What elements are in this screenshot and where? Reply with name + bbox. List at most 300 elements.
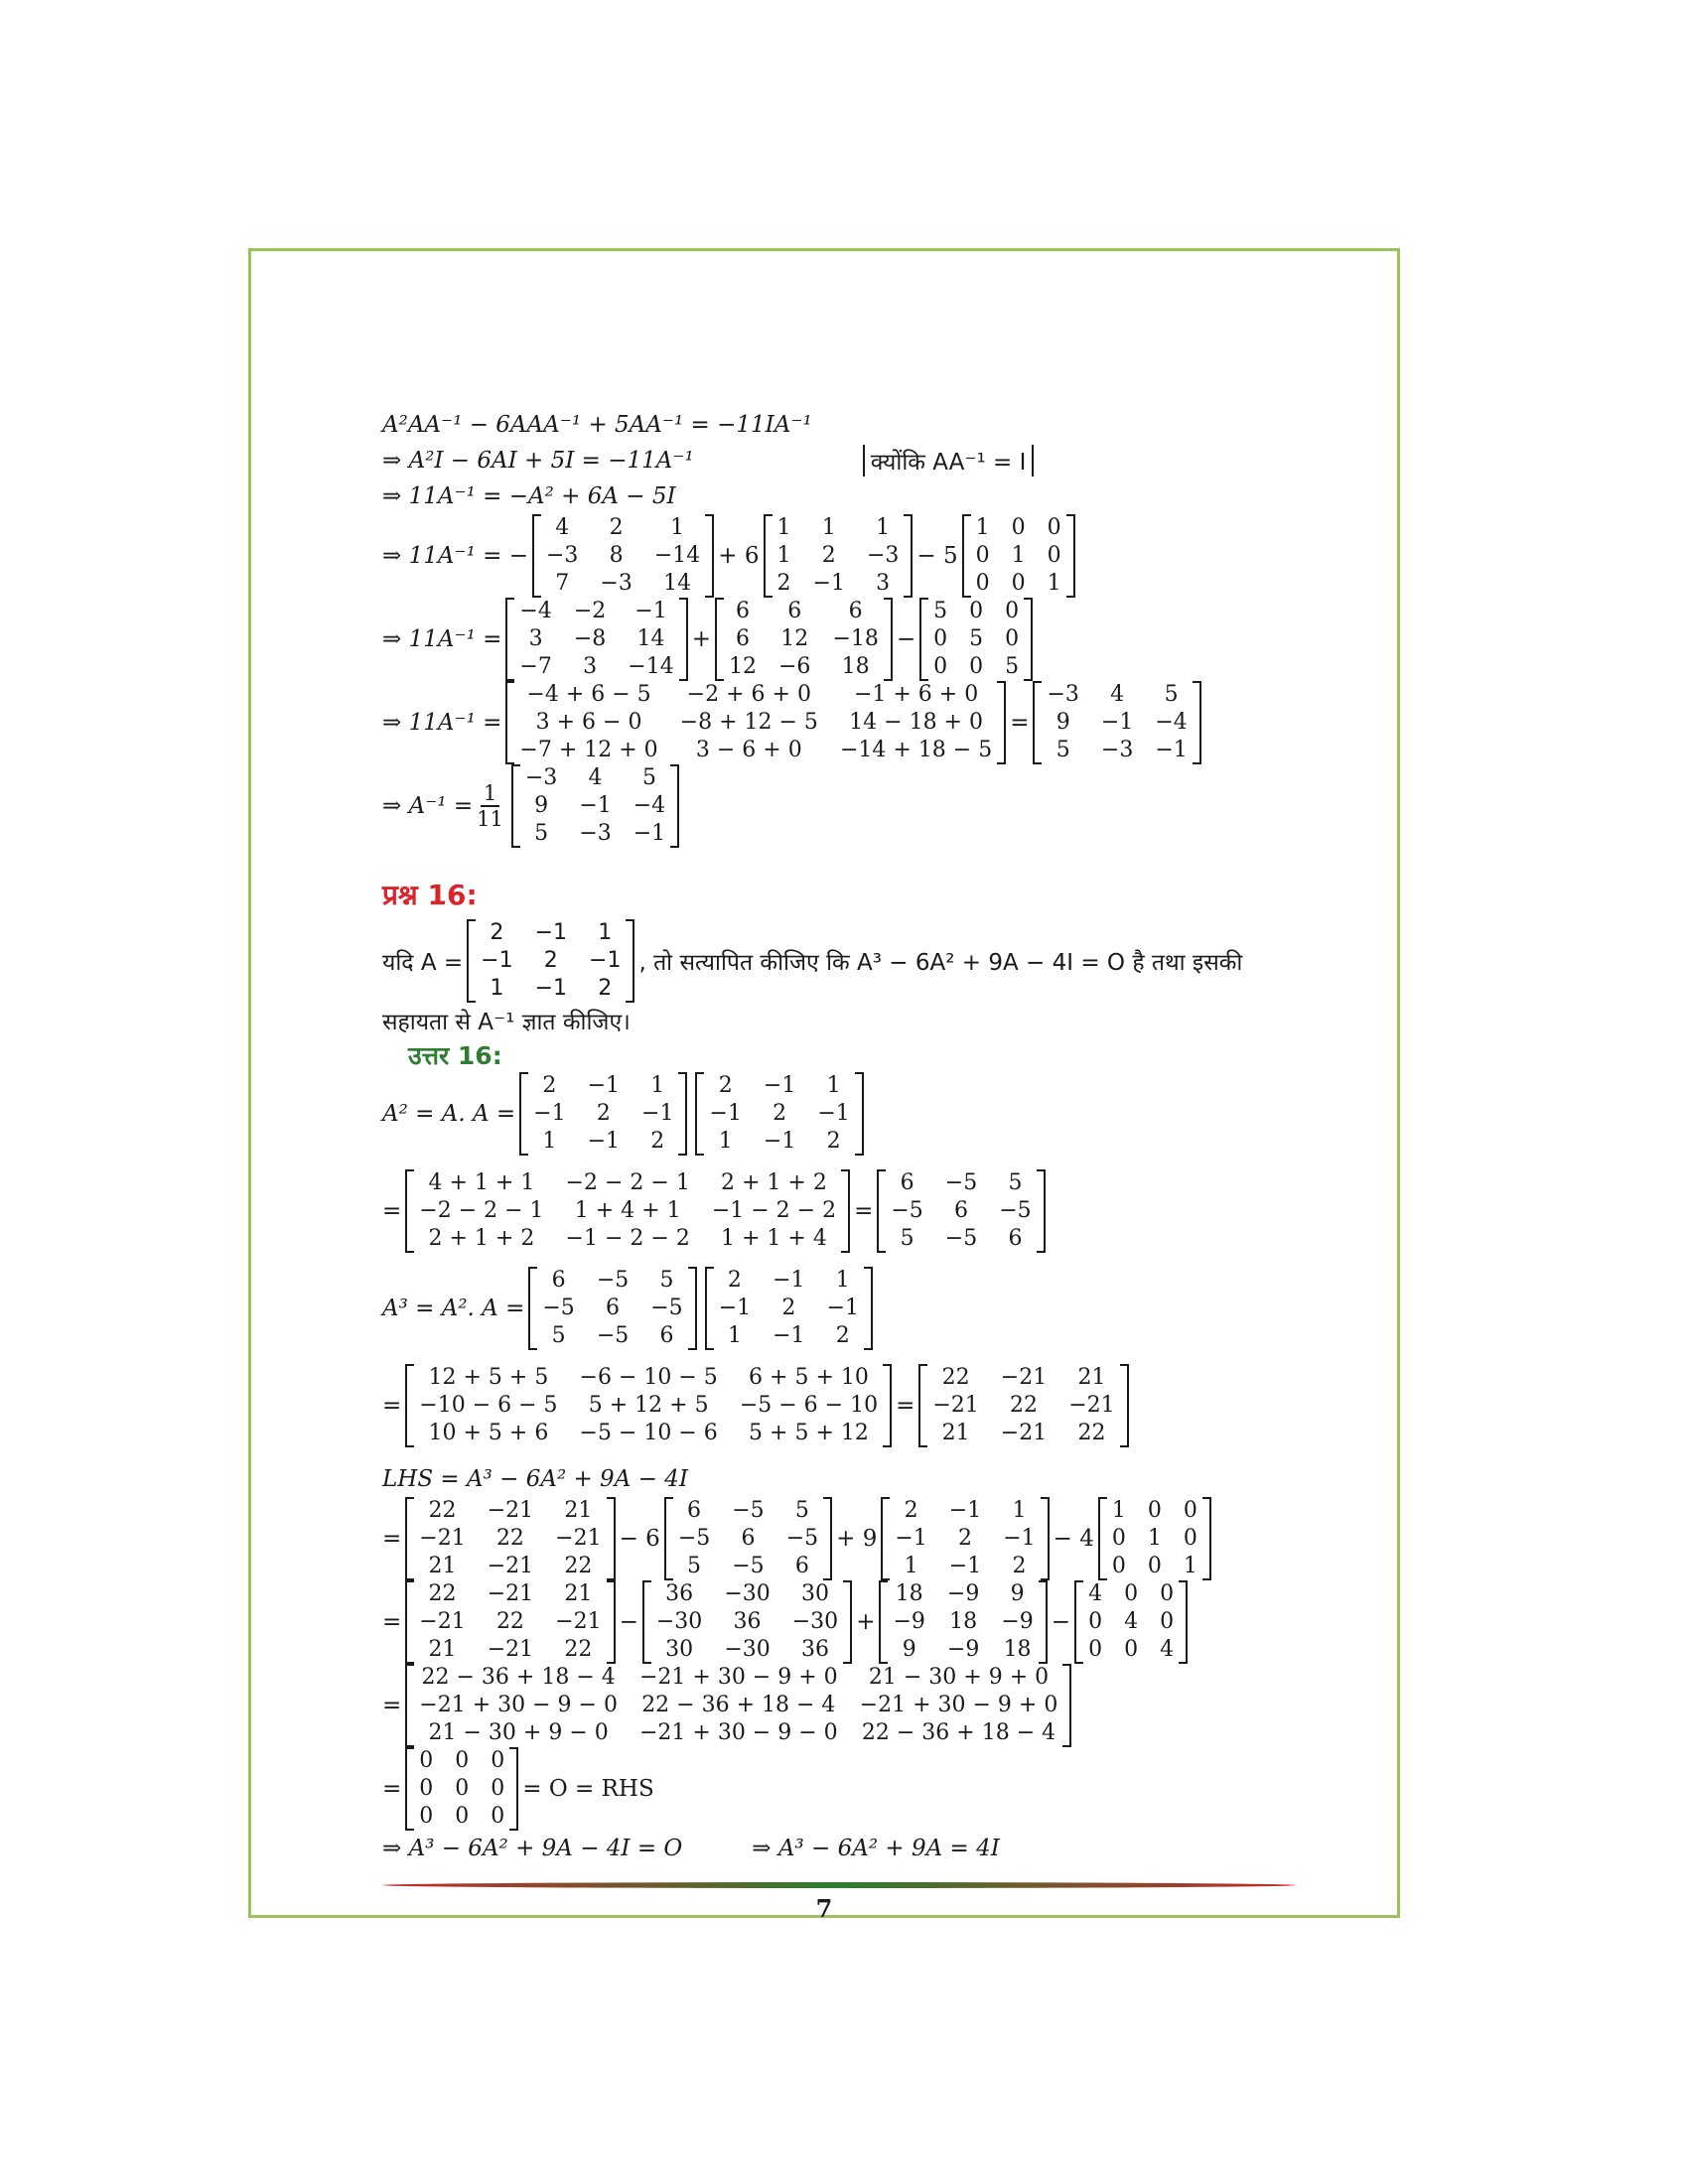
matrix-cell: 36 xyxy=(733,1609,762,1634)
matrix-grid xyxy=(773,514,905,598)
matrix-cell: 22 xyxy=(564,1637,593,1662)
left-bracket xyxy=(877,1169,886,1253)
matrix-cell: 2 xyxy=(598,976,613,1001)
question-text-post: , तो सत्यापित कीजिए कि A³ − 6A² + 9A − 4I = O है तथा इसकी xyxy=(638,950,1243,976)
matrix-cell: 6 xyxy=(741,1526,756,1551)
left-bracket xyxy=(467,919,476,1003)
matrix-cell: 21 xyxy=(941,1421,970,1445)
matrix-cell: 3 xyxy=(528,626,543,651)
matrix-cell: 2 xyxy=(781,1296,796,1320)
matrix-cell: 5 xyxy=(900,1226,914,1251)
matrix-cell: 0 xyxy=(1011,571,1026,596)
matrix-grid xyxy=(476,919,626,1003)
matrix-cell: 6 xyxy=(659,1323,674,1348)
matrix-cell: −1 xyxy=(589,948,622,973)
matrix-cell: 36 xyxy=(665,1581,694,1606)
matrix-cell: 5 xyxy=(687,1554,702,1578)
matrix-cell: 4 xyxy=(1160,1637,1175,1662)
operator: = xyxy=(382,1776,402,1802)
matrix-cell: 1 xyxy=(1147,1526,1162,1551)
eq-line-7 xyxy=(382,764,1336,848)
matrix-cell: −4 xyxy=(1155,710,1188,735)
right-bracket xyxy=(1179,1580,1188,1664)
matrix-cell: 0 xyxy=(969,654,984,679)
matrix-cell: 9 xyxy=(534,793,549,818)
final-result-2: ⇒ A³ − 6A² + 9A = 4I xyxy=(752,1836,1000,1861)
matrix-cell: −14 xyxy=(653,543,701,568)
matrix-cell: −14 xyxy=(628,654,674,679)
a3-expand-line xyxy=(382,1364,1336,1447)
question-16-text-2: सहायता से A⁻¹ ज्ञात कीजिए। xyxy=(382,1010,631,1035)
matrix-cell: −9 xyxy=(946,1637,980,1662)
matrix xyxy=(511,764,679,848)
matrix-cell: −5 xyxy=(944,1170,978,1195)
operator: + 9 xyxy=(836,1526,878,1552)
matrix xyxy=(405,1664,1071,1747)
left-bracket xyxy=(879,1580,888,1664)
eq-line-4 xyxy=(382,514,1336,598)
matrix-cell: 6 xyxy=(954,1198,969,1223)
matrix-cell: −1 xyxy=(633,821,666,846)
matrix-cell: −3 xyxy=(545,543,579,568)
matrix-cell: −6 − 10 − 5 xyxy=(579,1365,718,1390)
matrix-cell: 1 xyxy=(598,920,613,945)
matrix-cell: −21 xyxy=(1068,1393,1115,1418)
matrix-cell: 5 xyxy=(1164,682,1179,707)
matrix-cell: 5 xyxy=(1055,738,1070,762)
matrix-cell: 1 xyxy=(821,515,836,540)
matrix-cell: −18 xyxy=(832,626,879,651)
matrix-cell: 2 xyxy=(958,1526,972,1551)
matrix-cell: −5 xyxy=(732,1554,765,1578)
matrix-cell: −2 − 2 − 1 xyxy=(565,1170,690,1195)
eq-line-7-lhs: ⇒ A⁻¹ = xyxy=(382,793,474,819)
matrix-cell: −5 xyxy=(542,1296,575,1320)
matrix xyxy=(715,598,893,681)
matrix-cell: −8 xyxy=(573,626,607,651)
matrix xyxy=(642,1580,852,1664)
matrix-cell: 1 xyxy=(542,1129,557,1154)
matrix-cell: 1 xyxy=(490,976,504,1001)
matrix-cell: 5 xyxy=(641,765,656,790)
matrix-cell: −1 xyxy=(826,1296,859,1320)
matrix-cell: 22 xyxy=(1077,1421,1106,1445)
matrix-cell: −9 xyxy=(946,1581,980,1606)
matrix-grid xyxy=(971,514,1066,598)
left-bracket xyxy=(764,514,773,598)
page-number: 7 xyxy=(815,1894,833,1923)
matrix-cell: 3 − 6 + 0 xyxy=(695,738,802,762)
left-bracket xyxy=(1098,1497,1107,1580)
matrix xyxy=(879,1580,1047,1664)
matrix-cell: 2 xyxy=(650,1129,665,1154)
matrix-cell: 2 xyxy=(543,948,558,973)
matrix xyxy=(881,1497,1049,1580)
matrix-cell: 0 xyxy=(1147,1554,1162,1578)
matrix-cell: −7 xyxy=(519,654,552,679)
left-bracket xyxy=(405,1497,414,1580)
matrix-cell: 5 xyxy=(1008,1170,1023,1195)
right-bracket xyxy=(705,514,714,598)
matrix-cell: 0 xyxy=(933,654,948,679)
final-result-1: ⇒ A³ − 6A² + 9A − 4I = O xyxy=(382,1836,683,1861)
eq-line-3: ⇒ 11A⁻¹ = −A² + 6A − 5I xyxy=(382,483,676,509)
matrix-cell: −1 xyxy=(1003,1526,1036,1551)
footer-divider xyxy=(382,1882,1296,1888)
matrix-grid xyxy=(514,598,678,681)
matrix-cell: 0 xyxy=(491,1804,505,1829)
matrix-cell: 22 − 36 + 18 − 4 xyxy=(421,1665,616,1690)
left-bracket xyxy=(405,1747,414,1831)
matrix xyxy=(519,1072,687,1156)
lhs-scaled-line xyxy=(382,1580,1336,1664)
matrix-cell: 9 xyxy=(902,1637,916,1662)
matrix-cell: −21 + 30 − 9 + 0 xyxy=(638,1665,838,1690)
matrix-cell: 1 + 1 + 4 xyxy=(721,1226,827,1251)
matrix-cell: 12 xyxy=(780,626,809,651)
matrix-cell: −5 xyxy=(650,1296,683,1320)
matrix-cell: −21 xyxy=(487,1637,534,1662)
question-16-heading: प्रश्न 16: xyxy=(382,879,478,911)
matrix-cell: 0 xyxy=(455,1748,470,1773)
matrix-cell: 5 xyxy=(969,626,984,651)
matrix-cell: −5 xyxy=(732,1498,765,1523)
matrix-grid xyxy=(888,1580,1038,1664)
matrix-cell: 2 xyxy=(773,1101,787,1126)
right-bracket xyxy=(843,1580,852,1664)
matrix-cell: 5 + 5 + 12 xyxy=(749,1421,869,1445)
matrix-cell: −1 xyxy=(709,1101,742,1126)
matrix-cell: 21 − 30 + 9 + 0 xyxy=(868,1665,1050,1690)
matrix-cell: 2 xyxy=(776,571,791,596)
matrix xyxy=(405,1497,615,1580)
matrix-cell: −7 + 12 + 0 xyxy=(519,738,658,762)
matrix xyxy=(528,1267,696,1350)
right-bracket xyxy=(626,919,634,1003)
matrix-cell: −21 xyxy=(555,1609,602,1634)
matrix-cell: 0 xyxy=(1183,1526,1197,1551)
matrix-cell: 0 xyxy=(419,1776,434,1801)
matrix-cell: −1 xyxy=(587,1129,621,1154)
matrix-cell: 2 xyxy=(596,1101,611,1126)
operator: = xyxy=(382,1526,402,1552)
matrix-cell: 3 + 6 − 0 xyxy=(535,710,642,735)
matrix-cell: 1 xyxy=(1012,1498,1027,1523)
matrix-cell: −5 xyxy=(677,1526,711,1551)
left-bracket xyxy=(695,1072,704,1156)
matrix-cell: 6 xyxy=(606,1296,621,1320)
matrix-cell: 1 xyxy=(650,1073,665,1098)
matrix-cell: 22 xyxy=(1010,1393,1039,1418)
matrix xyxy=(962,514,1075,598)
matrix-cell: 6 xyxy=(736,626,750,651)
fraction xyxy=(477,781,503,831)
matrix-cell: 22 xyxy=(428,1581,457,1606)
matrix-cell: −6 xyxy=(778,654,811,679)
matrix-cell: 18 xyxy=(1003,1637,1032,1662)
matrix-cell: −5 − 10 − 6 xyxy=(579,1421,718,1445)
matrix-cell: 2 xyxy=(727,1268,742,1293)
matrix-cell: −1 xyxy=(895,1526,927,1551)
matrix-cell: 0 xyxy=(1183,1498,1197,1523)
matrix-grid xyxy=(541,514,705,598)
matrix-cell: 22 xyxy=(941,1365,970,1390)
matrix-cell: 2 xyxy=(821,543,836,568)
matrix-cell: 1 xyxy=(727,1323,742,1348)
matrix-cell: −5 xyxy=(999,1198,1032,1223)
right-bracket xyxy=(1037,1169,1046,1253)
matrix-cell: 1 xyxy=(826,1073,841,1098)
matrix-cell: 22 xyxy=(495,1526,524,1551)
lhs-zero-line xyxy=(382,1747,1336,1831)
left-bracket xyxy=(405,1364,414,1447)
operator: + xyxy=(691,626,711,652)
matrix-cell: 1 xyxy=(670,515,685,540)
matrix-grid xyxy=(1042,681,1192,764)
left-bracket xyxy=(881,1497,890,1580)
right-bracket xyxy=(1062,1664,1071,1747)
matrix-cell: −8 + 12 − 5 xyxy=(679,710,818,735)
matrix-cell: 1 xyxy=(1011,543,1026,568)
left-bracket xyxy=(664,1497,673,1580)
operator: + 6 xyxy=(718,543,760,569)
matrix-cell: 0 xyxy=(969,599,984,623)
matrix xyxy=(695,1072,863,1156)
matrix-cell: 22 − 36 + 18 − 4 xyxy=(861,1720,1056,1745)
matrix-grid xyxy=(514,681,997,764)
right-bracket xyxy=(1039,1580,1048,1664)
question-text-pre: यदि A = xyxy=(382,950,464,976)
operator: + xyxy=(856,1609,876,1635)
matrix-cell: 2 xyxy=(718,1073,733,1098)
operator: = xyxy=(854,1198,874,1224)
matrix-cell: −1 xyxy=(718,1296,752,1320)
matrix-cell: 1 xyxy=(904,1554,918,1578)
matrix-cell: −1 xyxy=(587,1073,621,1098)
matrix-cell: −21 xyxy=(555,1526,602,1551)
matrix-cell: −14 + 18 − 5 xyxy=(839,738,993,762)
matrix-grid xyxy=(927,1364,1119,1447)
lhs-sum-line xyxy=(382,1664,1336,1747)
matrix-cell: 0 xyxy=(1088,1637,1103,1662)
matrix-cell: 6 xyxy=(787,599,802,623)
left-bracket xyxy=(715,598,724,681)
matrix-cell: 22 − 36 + 18 − 4 xyxy=(641,1693,836,1717)
left-bracket xyxy=(405,1664,414,1747)
matrix-cell: 21 xyxy=(1077,1365,1106,1390)
left-bracket xyxy=(705,1267,714,1350)
right-bracket xyxy=(1120,1364,1129,1447)
matrix-cell: −5 xyxy=(944,1226,978,1251)
operator: = xyxy=(1010,710,1030,736)
matrix-cell: 30 xyxy=(800,1581,829,1606)
matrix-grid xyxy=(704,1072,854,1156)
matrix-cell: −1 xyxy=(948,1498,982,1523)
matrix-cell: 1 xyxy=(776,543,791,568)
matrix-cell: −5 xyxy=(891,1198,923,1223)
operator: − xyxy=(619,1609,638,1635)
eq-line-5-lhs: ⇒ 11A⁻¹ = xyxy=(382,626,502,652)
matrix-cell: −2 xyxy=(573,599,607,623)
matrix-cell: −1 xyxy=(773,1268,805,1293)
matrix-cell: −3 xyxy=(866,543,900,568)
matrix-grid xyxy=(886,1169,1036,1253)
matrix-cell: 0 xyxy=(1088,1609,1103,1634)
matrix-grid xyxy=(673,1497,823,1580)
matrix-cell: 0 xyxy=(1160,1581,1175,1606)
operator: = xyxy=(896,1393,915,1419)
matrix-cell: 1 xyxy=(876,515,891,540)
matrix-cell: −21 + 30 − 9 − 0 xyxy=(638,1720,838,1745)
matrix-grid xyxy=(520,764,670,848)
matrix xyxy=(405,1169,850,1253)
matrix xyxy=(918,1364,1128,1447)
final-line xyxy=(382,1831,1336,1866)
matrix-cell: 22 xyxy=(564,1554,593,1578)
matrix xyxy=(764,514,914,598)
matrix-cell: −3 xyxy=(1047,682,1079,707)
matrix-cell: −1 − 2 − 2 xyxy=(711,1198,837,1223)
matrix-cell: 6 xyxy=(794,1554,809,1578)
left-bracket xyxy=(505,598,514,681)
matrix xyxy=(664,1497,832,1580)
matrix-cell: 5 xyxy=(534,821,549,846)
matrix-cell: −1 xyxy=(1100,710,1134,735)
lhs-line: LHS = A³ − 6A² + 9A − 4I xyxy=(382,1466,688,1492)
eq-line-5 xyxy=(382,598,1336,681)
matrix-cell: −1 xyxy=(1155,738,1188,762)
matrix-cell: 1 xyxy=(718,1129,733,1154)
operator: − xyxy=(1051,1609,1071,1635)
matrix-cell: 1 xyxy=(975,515,990,540)
operator: = xyxy=(382,1609,402,1635)
operator: − 6 xyxy=(619,1526,660,1552)
left-bracket xyxy=(511,764,520,848)
reason-note: क्योंकि AA⁻¹ = I xyxy=(863,445,1035,477)
page-content xyxy=(382,407,1336,1866)
matrix xyxy=(532,514,714,598)
matrix-cell: 10 + 5 + 6 xyxy=(428,1421,549,1445)
matrix-cell: 14 xyxy=(636,626,665,651)
matrix-cell: −21 + 30 − 9 + 0 xyxy=(859,1693,1058,1717)
matrix xyxy=(877,1169,1045,1253)
matrix-cell: −1 xyxy=(534,976,568,1001)
matrix-cell: −21 xyxy=(487,1498,534,1523)
matrix-cell: 36 xyxy=(800,1637,829,1662)
matrix-cell: −10 − 6 − 5 xyxy=(419,1393,558,1418)
matrix-cell: 0 xyxy=(975,571,990,596)
matrix-cell: 0 xyxy=(1160,1609,1175,1634)
matrix-cell: 0 xyxy=(419,1804,434,1829)
matrix-cell: 1 xyxy=(1111,1498,1126,1523)
matrix-cell: 0 xyxy=(1005,626,1020,651)
matrix-cell: −1 xyxy=(817,1101,850,1126)
operator: = xyxy=(382,1393,402,1419)
right-bracket xyxy=(997,681,1006,764)
matrix-cell: −21 + 30 − 9 − 0 xyxy=(419,1693,618,1717)
matrix-cell: 21 − 30 + 9 − 0 xyxy=(428,1720,609,1745)
matrix-cell: 5 xyxy=(551,1323,566,1348)
left-bracket xyxy=(642,1580,651,1664)
operator: = xyxy=(382,1198,402,1224)
eq-line-6-lhs: ⇒ 11A⁻¹ = xyxy=(382,710,502,736)
right-bracket xyxy=(1193,681,1201,764)
a2-line xyxy=(382,1072,1336,1156)
right-bracket xyxy=(884,598,893,681)
matrix-cell: 6 + 5 + 10 xyxy=(749,1365,869,1390)
matrix-grid xyxy=(890,1497,1040,1580)
matrix-grid xyxy=(724,598,884,681)
matrix-cell: −21 xyxy=(419,1609,466,1634)
matrix-cell: 8 xyxy=(609,543,624,568)
matrix-cell: −9 xyxy=(893,1609,925,1634)
matrix-cell: 5 xyxy=(659,1268,674,1293)
matrix-cell: 14 xyxy=(663,571,692,596)
matrix-cell: 4 xyxy=(555,515,570,540)
matrix-cell: 22 xyxy=(428,1498,457,1523)
matrix-cell: 0 xyxy=(1111,1554,1126,1578)
matrix-cell: 6 xyxy=(900,1170,914,1195)
matrix-cell: −1 xyxy=(533,1101,566,1126)
right-bracket xyxy=(679,598,688,681)
matrix xyxy=(505,598,687,681)
matrix-cell: 4 + 1 + 1 xyxy=(428,1170,535,1195)
matrix-grid xyxy=(414,1169,841,1253)
left-bracket xyxy=(505,681,514,764)
right-bracket xyxy=(509,1747,518,1831)
rhs-label: = O = RHS xyxy=(522,1776,654,1802)
matrix-cell: 2 + 1 + 2 xyxy=(428,1226,535,1251)
a2-lhs: A² = A. A = xyxy=(382,1101,516,1127)
left-bracket xyxy=(1033,681,1042,764)
matrix-cell: 9 xyxy=(1010,1581,1025,1606)
matrix-cell: −4 + 6 − 5 xyxy=(526,682,651,707)
matrix-grid xyxy=(651,1580,843,1664)
matrix-cell: 0 xyxy=(933,626,948,651)
matrix-cell: 4 xyxy=(588,765,603,790)
left-bracket xyxy=(919,598,928,681)
matrix-cell: 2 xyxy=(835,1323,850,1348)
fraction-denominator: 11 xyxy=(477,807,503,831)
question-16-text xyxy=(382,919,1336,1003)
matrix-cell: 6 xyxy=(1008,1226,1023,1251)
eq-line-4-lhs: ⇒ 11A⁻¹ = − xyxy=(382,543,528,569)
matrix-cell: −1 xyxy=(948,1554,982,1578)
matrix-cell: 5 xyxy=(1005,654,1020,679)
matrix-cell: −1 xyxy=(579,793,612,818)
left-bracket xyxy=(519,1072,528,1156)
right-bracket xyxy=(1041,1497,1050,1580)
matrix-cell: 2 xyxy=(542,1073,557,1098)
matrix-cell: −30 xyxy=(724,1637,771,1662)
left-bracket xyxy=(918,1364,927,1447)
matrix-cell: −5 xyxy=(596,1268,630,1293)
matrix-cell: 0 xyxy=(1047,515,1061,540)
matrix-cell: 0 xyxy=(975,543,990,568)
operator: − 4 xyxy=(1053,1526,1094,1552)
matrix-grid xyxy=(714,1267,864,1350)
matrix-cell: −4 xyxy=(633,793,666,818)
matrix-cell: −1 xyxy=(763,1129,796,1154)
matrix-cell: 0 xyxy=(455,1776,470,1801)
matrix-cell: −1 + 6 + 0 xyxy=(853,682,979,707)
matrix-cell: 0 xyxy=(491,1776,505,1801)
right-bracket xyxy=(841,1169,850,1253)
matrix-cell: −5 xyxy=(596,1323,630,1348)
matrix-grid xyxy=(414,1364,883,1447)
matrix-grid xyxy=(414,1497,606,1580)
matrix-cell: 0 xyxy=(1111,1526,1126,1551)
